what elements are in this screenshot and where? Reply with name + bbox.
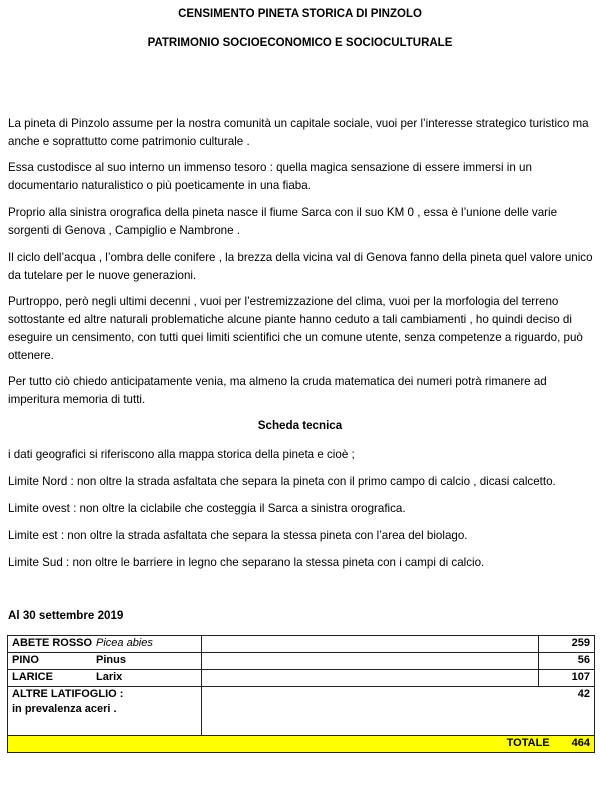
species-note: in prevalenza aceri . [12, 703, 117, 715]
species-cell [8, 653, 202, 670]
empty-cell [202, 653, 539, 670]
species-name: ABETE ROSSO [12, 637, 93, 649]
table-row [8, 653, 595, 670]
species-scientific-name: Pinus [96, 654, 126, 666]
species-count: 107 [539, 670, 595, 687]
limit-south: Limite Sud : non oltre le barriere in legno che separano la stessa pineta con i campi di calcio. [8, 556, 485, 569]
species-cell [8, 670, 202, 687]
total-label: TOTALE [506, 737, 550, 749]
table-row [8, 687, 595, 736]
empty-cell [202, 670, 539, 687]
species-count: 56 [539, 653, 595, 670]
empty-cell [202, 636, 539, 653]
paragraph-water-cycle: Il ciclo dell’acqua , l’ombra delle conifere , la brezza della vicina val di Genova fanno della pineta quel valore unico da tutelare per le nuove generazioni. [8, 251, 593, 282]
table-row [8, 636, 595, 653]
limit-west: Limite ovest : non oltre la ciclabile che costeggia il Sarca a sinistra orografica. [8, 502, 406, 515]
species-scientific-name: Larix [96, 671, 123, 683]
total-value: 464 [571, 737, 590, 749]
total-row [8, 736, 595, 753]
limit-east: Limite est : non oltre la strada asfaltata che separa la stessa pineta con l’area del biolago. [8, 529, 468, 542]
document-title: CENSIMENTO PINETA STORICA DI PINZOLO [178, 8, 422, 20]
table-row [8, 670, 595, 687]
total-cell [8, 736, 595, 753]
species-count: 42 [202, 687, 595, 736]
document-subtitle: PATRIMONIO SOCIOECONOMICO E SOCIOCULTURALE [147, 37, 453, 49]
census-table [7, 635, 595, 753]
paragraph-census-reason: Purtroppo, però negli ultimi decenni , vuoi per l’estremizzazione del clima, vuoi per la morfologia del terreno sottostante ed altre naturali problematiche alcune piante hanno ceduto a tali cambiamenti , ho quindi deciso di eseguire un censimento, con tutti quei limiti scientifici che un comune utente, senza competenze a riguardo, può ottenere. [8, 295, 583, 362]
paragraph-sarca: Proprio alla sinistra orografica della pineta nasce il fiume Sarca con il suo KM 0 , essa è l’unione delle varie sorgenti di Genova , Campiglio e Nambrone . [8, 206, 558, 237]
paragraph-treasure: Essa custodisce al suo interno un immenso tesoro : quella magica sensazione di essere immersi in un documentario naturalistico o più poeticamente in una fiaba. [8, 161, 532, 192]
species-cell [8, 687, 202, 736]
limit-north: Limite Nord : non oltre la strada asfaltata che separa la pineta con il primo campo di calcio , dicasi calcetto. [8, 475, 556, 488]
paragraph-apology: Per tutto ciò chiedo anticipatamente venia, ma almeno la cruda matematica dei numeri potrà rimanere ad imperitura memoria di tutti. [8, 375, 547, 406]
species-name: ALTRE LATIFOGLIO : [12, 688, 124, 700]
species-name: LARICE [12, 671, 53, 683]
census-date: Al 30 settembre 2019 [8, 609, 124, 622]
scheda-intro: i dati geografici si riferiscono alla mappa storica della pineta e cioè ; [8, 448, 355, 461]
species-cell [8, 636, 202, 653]
species-count: 259 [539, 636, 595, 653]
paragraph-intro: La pineta di Pinzolo assume per la nostra comunità un capitale sociale, vuoi per l’interesse strategico turistico ma anche e soprattutto come patrimonio culturale . [8, 117, 589, 148]
scheda-heading: Scheda tecnica [257, 419, 343, 432]
species-scientific-name: Picea abies [96, 637, 153, 649]
species-name: PINO [12, 654, 39, 666]
